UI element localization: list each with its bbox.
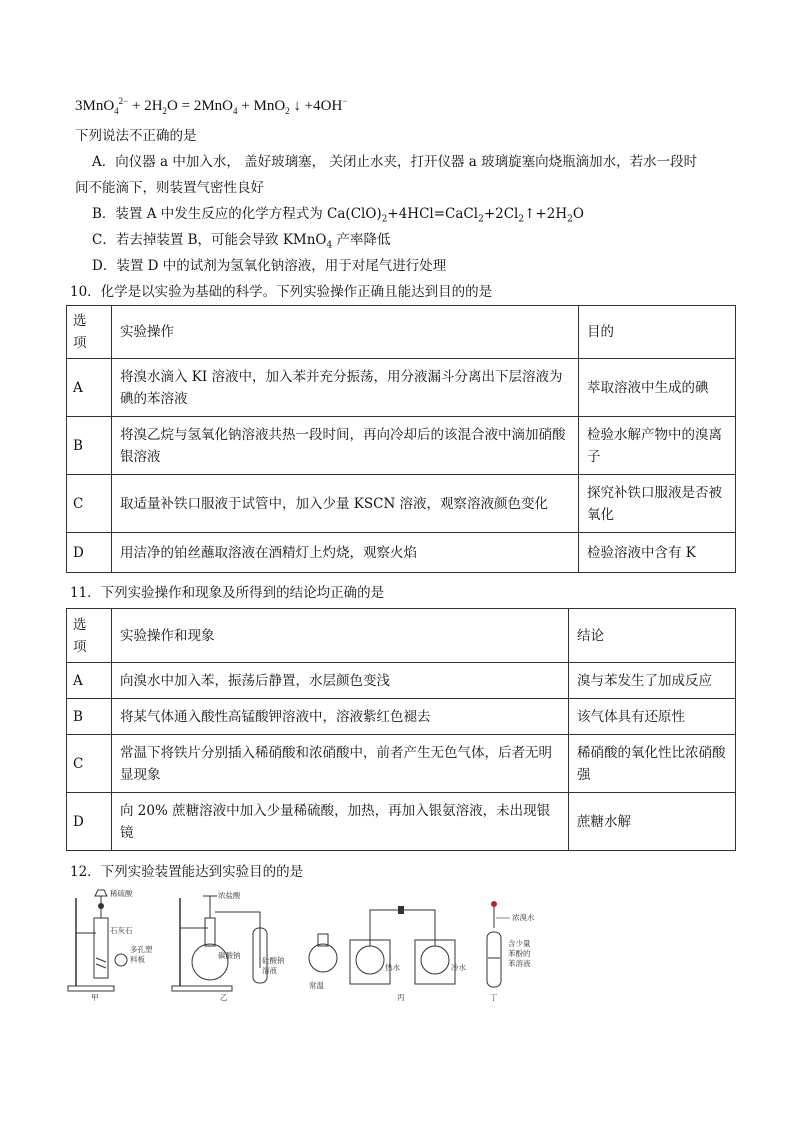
label-solution: 溶液 [262,966,277,975]
caption-ding: 丁 [490,993,498,1002]
limestone-icon [96,958,106,968]
label-sodium-carbonate: 碳酸钠 [218,951,241,960]
label-benzene-solution: 苯溶液 [508,959,531,968]
table-header-row [67,609,736,663]
table-row [67,735,736,793]
header-option: 选 项 [67,306,112,359]
caption-yi: 乙 [220,993,228,1002]
q9-option-c: C．若去掉装置 B，可能会导致 KMnO$_4$ 产率降低 [92,232,391,251]
q9-option-d: D．装置 D 中的试剂为氢氧化钠溶液，用于对尾气进行处理 [92,258,447,274]
cell-operation: 向溴水中加入苯，振荡后静置，水层颜色变浅 [112,663,569,699]
flask [192,944,228,980]
header-option: 选 项 [67,609,112,663]
q10-table [66,305,736,573]
reaction-equation: $3MnO_4^{2-} + 2H_2O = 2MnO_4 + MnO_2$ ↓ +4OH− [75,96,348,116]
cell-option: A [67,663,112,699]
test-tube [487,932,501,987]
table-row [67,699,736,735]
stand-base [68,986,114,991]
q11-stem: 11．下列实验操作和现象及所得到的结论均正确的是 [70,585,385,601]
cell-purpose: 检验溶液中含有 K [579,533,736,573]
table-row [67,663,736,699]
figure-ding [482,888,572,1003]
caption-bing: 丙 [397,993,405,1002]
q9-option-a-line2: 间不能滴下，则装置气密性良好 [75,180,264,196]
q9-stem: 下列说法不正确的是 [75,128,197,144]
cell-conclusion: 该气体具有还原性 [569,699,736,735]
label-porous-1: 多孔塑 [130,945,153,954]
cell-operation: 将溴乙烷与氢氧化钠溶液共热一段时间，再向冷却后的该混合液中滴加硝酸银溶液 [112,417,579,475]
header-operation: 实验操作 [112,306,579,359]
label-contains: 含少量 [508,939,531,948]
clip-icon [398,906,404,914]
table-row [67,793,736,851]
label-sodium-silicate: 硅酸钠 [262,956,285,965]
header-conclusion: 结论 [569,609,736,663]
label-porous-2: 料板 [130,955,145,964]
table-row [67,475,736,533]
q9-option-a-line1: A．向仪器 a 中加入水， 盖好玻璃塞， 关闭止水夹，打开仪器 a 玻璃旋塞向烧瓶滴加水，若水一段时 [92,154,698,170]
label-limestone: 石灰石 [110,926,133,935]
tube [94,918,108,978]
cell-operation: 将某气体通入酸性高锰酸钾溶液中，溶液紫红色褪去 [112,699,569,735]
flask-hot [356,946,384,974]
cell-purpose: 探究补铁口服液是否被氧化 [579,475,736,533]
table-header-row [67,306,736,359]
header-purpose: 目的 [579,306,736,359]
q10-stem: 10．化学是以实验为基础的科学。下列实验操作正确且能达到目的的是 [70,284,493,300]
cell-operation: 常温下将铁片分别插入稀硝酸和浓硝酸中，前者产生无色气体，后者无明显现象 [112,735,569,793]
cell-operation: 将溴水滴入 KI 溶液中，加入苯并充分振荡，用分液漏斗分离出下层溶液为碘的苯溶液 [112,359,579,417]
label-hot-water: 热水 [385,963,400,972]
cell-option: B [67,699,112,735]
cell-option: C [67,475,112,533]
caption-jia: 甲 [91,993,99,1002]
stand-base [172,986,232,991]
dropper-bulb-icon [491,901,497,907]
connecting-tube [370,910,435,946]
cell-option: D [67,533,112,573]
cell-operation: 用洁净的铂丝蘸取溶液在酒精灯上灼烧，观察火焰 [112,533,579,573]
q9-option-b: B．装置 A 中发生反应的化学方程式为 $Ca(ClO)_2+4HCl=CaCl_2+2Cl_2↑+2H_2O$ [92,206,584,225]
figure-yi [170,888,300,1003]
q12-stem: 12．下列实验装置能达到实验目的的是 [70,864,304,880]
cell-option: C [67,735,112,793]
cell-conclusion: 蔗糖水解 [569,793,736,851]
cell-purpose: 萃取溶液中生成的碘 [579,359,736,417]
table-row [67,417,736,475]
label-cold-water: 冷水 [451,963,466,972]
figure-jia [66,888,166,1003]
porous-plate-icon [115,954,127,966]
cell-operation: 向 20% 蔗糖溶液中加入少量稀硫酸，加热，再加入银氨溶液，未出现银镜 [112,793,569,851]
figure-bing [305,888,475,1003]
cell-operation: 取适量补铁口服液于试管中，加入少量 KSCN 溶液，观察溶液颜色变化 [112,475,579,533]
label-bromine-water: 浓溴水 [512,913,535,922]
funnel-icon [203,896,217,918]
label-dilute-sulfuric-acid: 稀硫酸 [110,889,133,898]
flask-neck [205,918,215,946]
cell-conclusion: 溴与苯发生了加成反应 [569,663,736,699]
cell-option: D [67,793,112,851]
cell-option: B [67,417,112,475]
q11-table [66,608,736,851]
cell-option: A [67,359,112,417]
cell-conclusion: 稀硝酸的氧化性比浓硝酸强 [569,735,736,793]
label-room-temp: 常温 [309,981,324,990]
stopcock-icon [98,903,104,909]
table-row [67,533,736,573]
flask-room-temp [309,944,337,972]
label-conc-hcl: 浓盐酸 [218,891,241,900]
table-row [67,359,736,417]
cell-purpose: 检验水解产物中的溴离子 [579,417,736,475]
flask-cold [421,946,449,974]
header-operation: 实验操作和现象 [112,609,569,663]
label-phenol: 苯酚的 [508,949,531,958]
